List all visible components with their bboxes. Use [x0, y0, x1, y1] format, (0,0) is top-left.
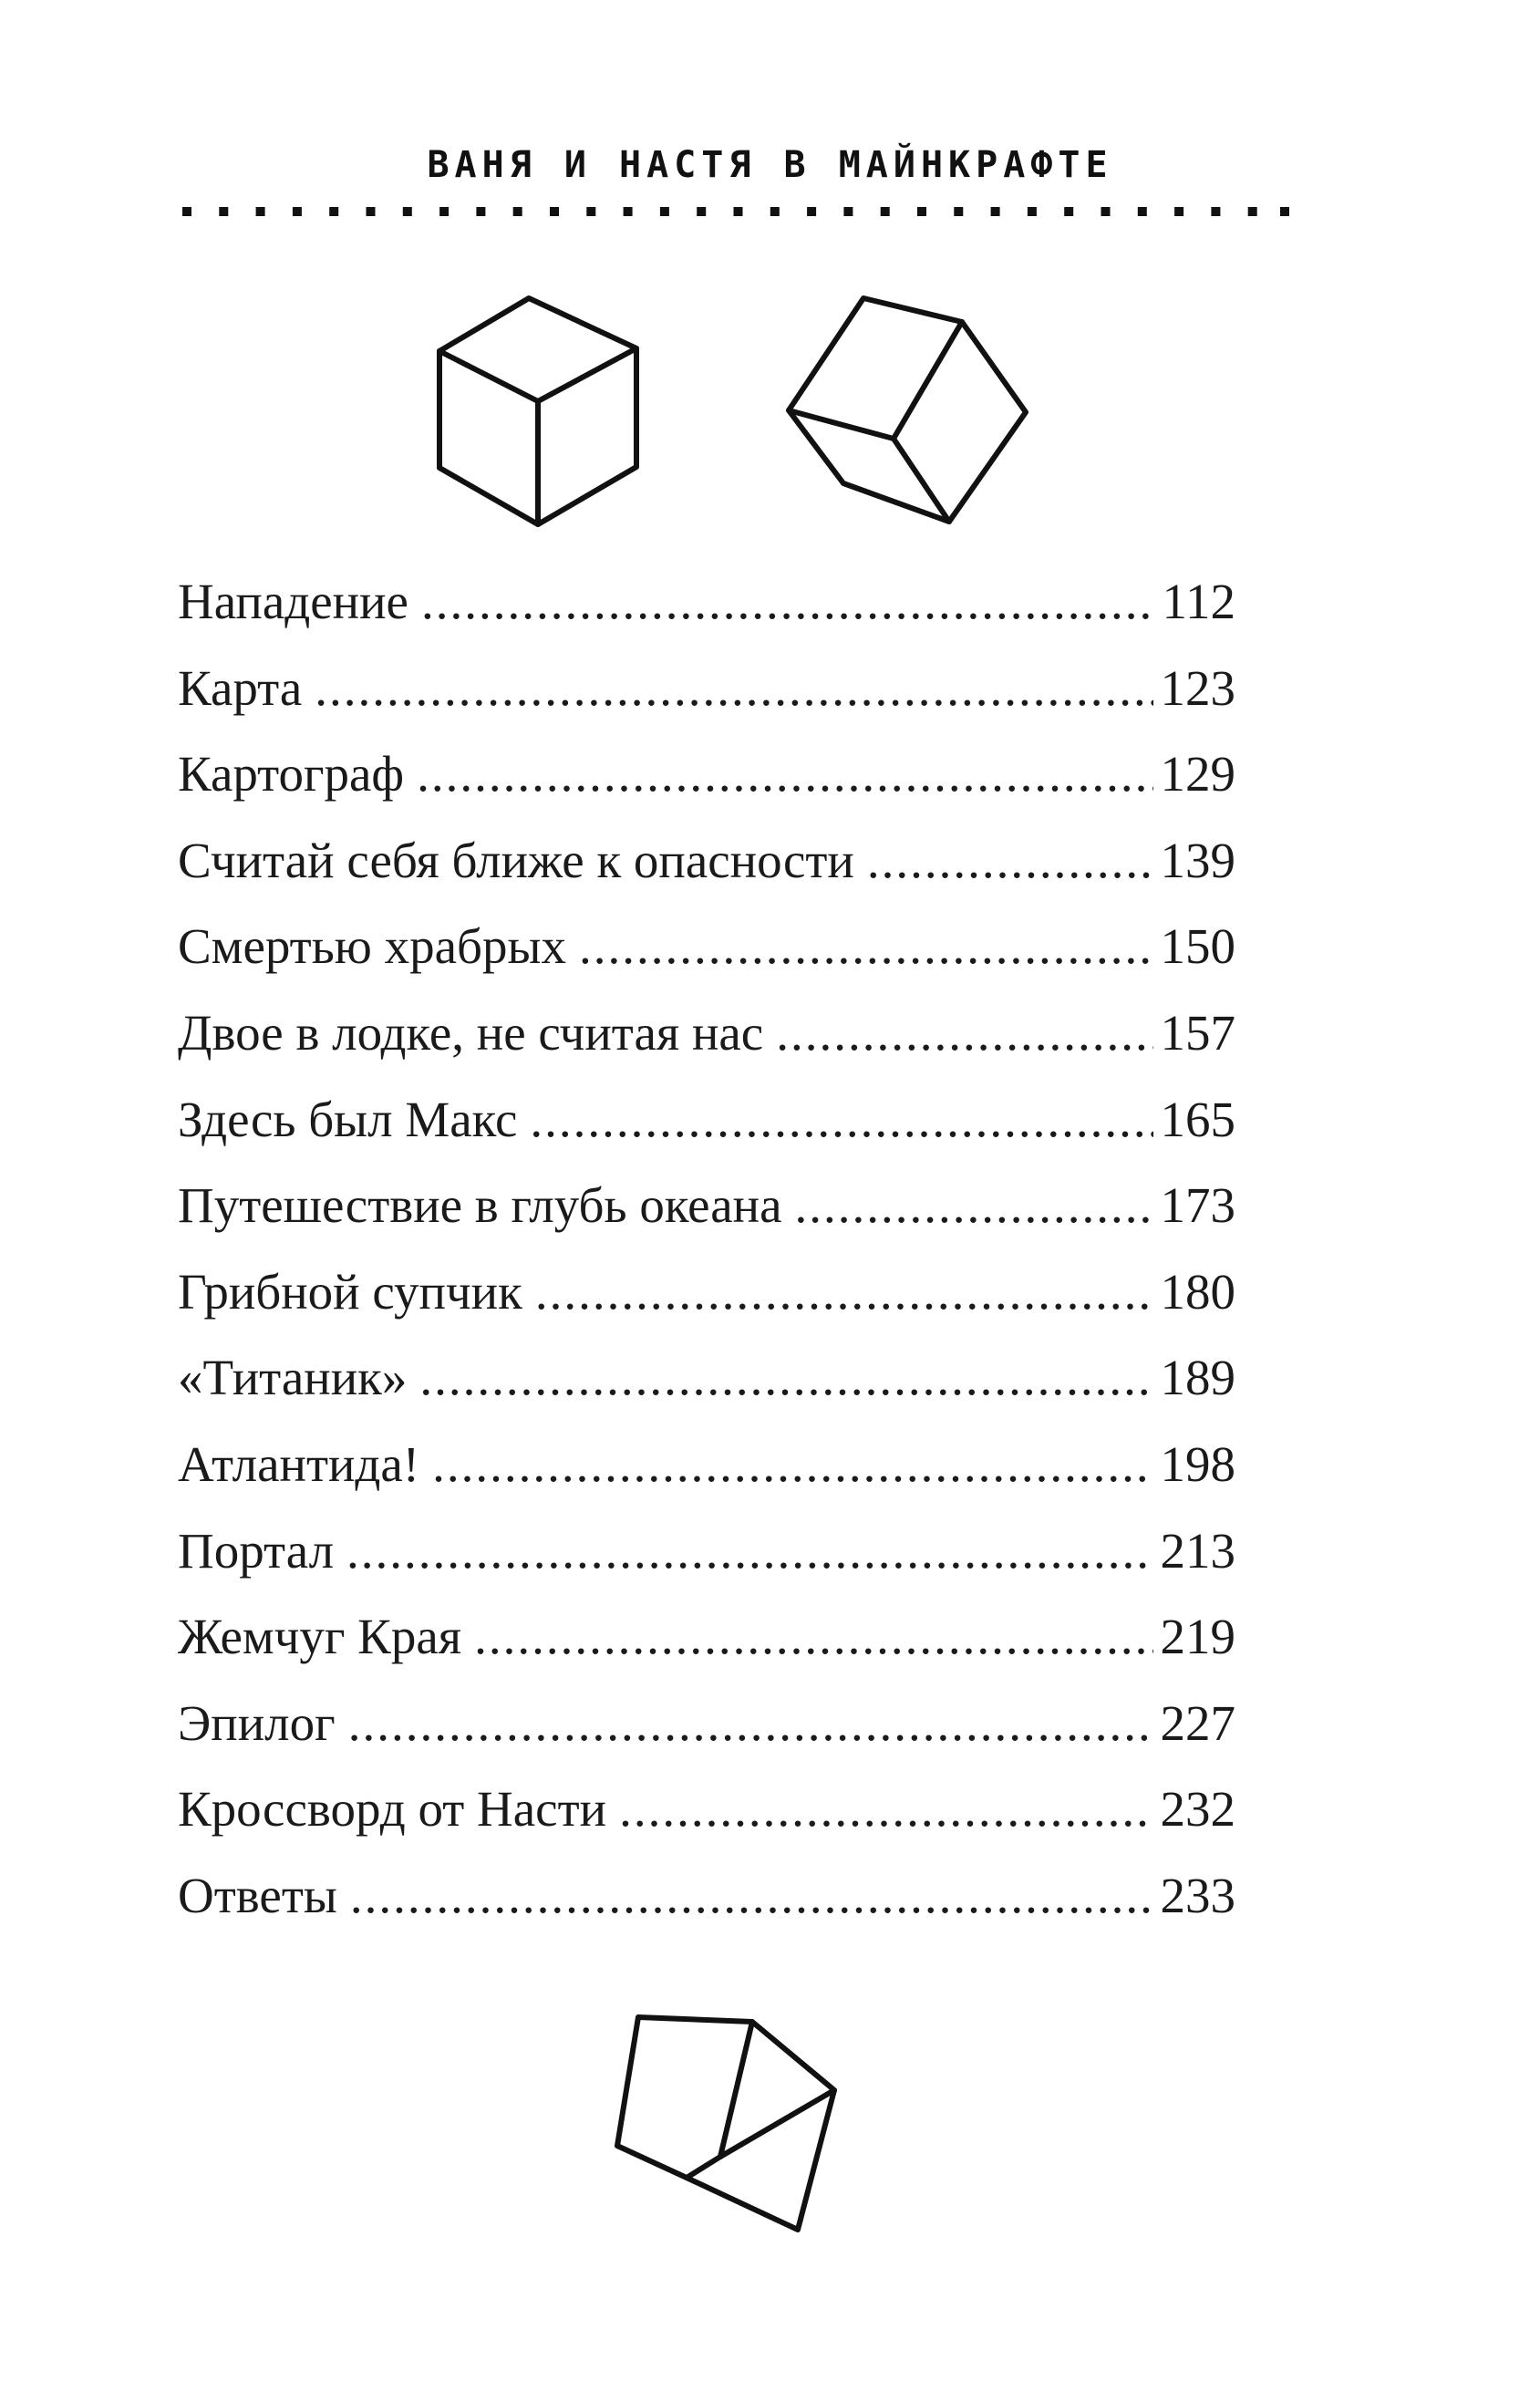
cube-icon — [429, 287, 647, 533]
dot-leader — [432, 1435, 1153, 1493]
dot-leader — [619, 1780, 1153, 1838]
dot-leader — [421, 573, 1153, 630]
toc-entry-title: Карта — [178, 659, 303, 716]
cube-icon — [780, 287, 1035, 529]
toc-entry-title: Кроссворд от Насти — [178, 1781, 607, 1838]
running-head: ВАНЯ И НАСТЯ В МАЙНКРАФТЕ — [427, 144, 1113, 186]
toc-entry-page: 180 — [1160, 1263, 1235, 1320]
dot-leader — [795, 1176, 1153, 1234]
dot-leader — [579, 917, 1153, 975]
toc-entry[interactable] — [178, 1694, 1235, 1781]
toc-entry-page: 112 — [1162, 574, 1235, 629]
toc-entry-title: Считай себя ближе к опасности — [178, 832, 854, 888]
toc-entry-page: 123 — [1160, 659, 1235, 716]
toc-entry[interactable] — [178, 1176, 1235, 1263]
cube-icon — [606, 2006, 848, 2239]
toc-entry-title: «Титаник» — [178, 1350, 408, 1406]
toc-entry-title: Ответы — [178, 1867, 337, 1923]
toc-entry-title: Смертью храбрых — [178, 918, 566, 975]
dot-leader — [776, 1004, 1153, 1061]
toc-entry-page: 129 — [1160, 746, 1235, 803]
toc-entry[interactable] — [178, 1608, 1235, 1694]
toc-entry-page: 165 — [1160, 1091, 1235, 1147]
toc-entry-page: 219 — [1160, 1609, 1235, 1665]
toc-entry[interactable] — [178, 1435, 1235, 1522]
toc-entry-title: Атлантида! — [178, 1435, 420, 1492]
toc-entry-page: 233 — [1160, 1867, 1235, 1923]
toc-entry-page: 213 — [1160, 1522, 1235, 1579]
toc-entry-page: 227 — [1160, 1694, 1235, 1751]
toc-entry[interactable] — [178, 1091, 1235, 1177]
toc-entry[interactable] — [178, 659, 1235, 746]
toc-entry-title: Здесь был Макс — [178, 1091, 518, 1147]
toc-entry-title: Портал — [178, 1522, 335, 1579]
toc-entry-title: Жемчуг Края — [178, 1609, 462, 1665]
toc-entry-title: Грибной супчик — [178, 1263, 522, 1320]
toc-entry[interactable] — [178, 745, 1235, 832]
toc-entry[interactable] — [178, 1522, 1235, 1609]
toc-entry[interactable] — [178, 573, 1235, 659]
toc-entry-title: Нападение — [178, 574, 408, 629]
toc-entry-page: 150 — [1160, 918, 1235, 975]
dotted-rule — [182, 205, 1289, 218]
dot-leader — [474, 1608, 1153, 1665]
toc-entry[interactable] — [178, 1263, 1235, 1350]
toc-entry-title: Двое в лодке, не считая нас — [178, 1004, 764, 1061]
table-of-contents — [178, 573, 1235, 1953]
toc-entry-page: 173 — [1160, 1177, 1235, 1234]
dot-leader — [419, 1349, 1153, 1406]
toc-entry-title: Картограф — [178, 746, 405, 803]
toc-entry-page: 189 — [1160, 1350, 1235, 1406]
dot-leader — [535, 1263, 1153, 1320]
dot-leader — [417, 745, 1153, 803]
toc-entry[interactable] — [178, 1349, 1235, 1435]
toc-entry-page: 232 — [1160, 1781, 1235, 1838]
toc-entry[interactable] — [178, 1867, 1235, 1953]
toc-entry[interactable] — [178, 1004, 1235, 1091]
dot-leader — [867, 832, 1153, 889]
dot-leader — [315, 659, 1153, 717]
toc-entry[interactable] — [178, 832, 1235, 918]
toc-entry-page: 198 — [1160, 1435, 1235, 1492]
dot-leader — [350, 1867, 1153, 1924]
toc-entry[interactable] — [178, 1780, 1235, 1867]
dot-leader — [348, 1694, 1153, 1752]
dot-leader — [530, 1091, 1153, 1148]
toc-entry[interactable] — [178, 917, 1235, 1004]
toc-entry-title: Путешествие в глубь океана — [178, 1177, 782, 1234]
toc-entry-title: Эпилог — [178, 1694, 336, 1751]
toc-entry-page: 139 — [1160, 832, 1235, 888]
dot-leader — [346, 1522, 1153, 1579]
toc-entry-page: 157 — [1160, 1004, 1235, 1061]
